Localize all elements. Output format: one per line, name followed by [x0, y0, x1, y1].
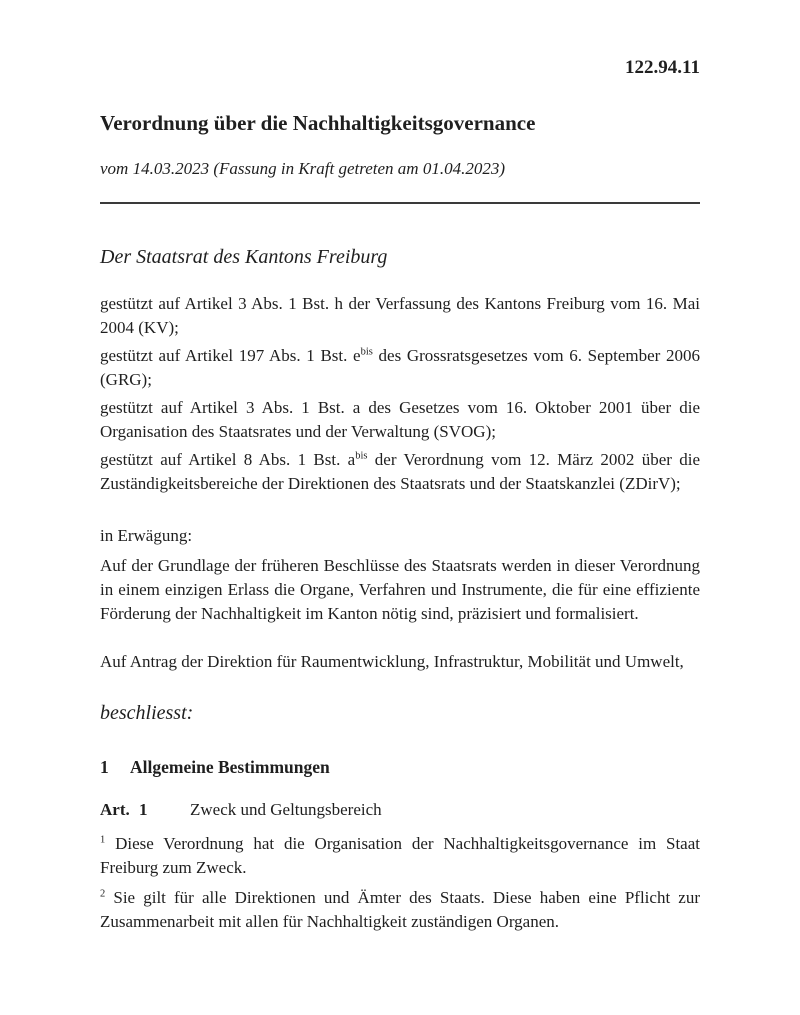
decree-label: beschliesst:	[100, 702, 194, 724]
consideration-paragraph: Auf der Grundlage der früheren Beschlüsse des Staatsrats werden in dieser Verordnung in einem einzigen Erlass die Organe, Verfahren und Instrumente, die für eine effiziente Förderung der Nachhaltigkeit im Kanton nötig sind, präzisiert und formalisiert.	[100, 556, 700, 623]
article-paragraph	[100, 886, 700, 934]
motion-paragraph: Auf Antrag der Direktion für Raumentwicklung, Infrastruktur, Mobilität und Umwelt,	[100, 652, 684, 671]
section-heading	[100, 756, 700, 778]
recital-text: gestützt auf Artikel 3 Abs. 1 Bst. h der Verfassung des Kantons Freiburg vom 16. Mai 2004 (KV);	[100, 294, 700, 337]
recital-paragraph	[100, 292, 700, 340]
consideration-label: in Erwägung:	[100, 526, 193, 545]
recital-text: gestützt auf Artikel 3 Abs. 1 Bst. a des Gesetzes vom 16. Oktober 2001 über die Organisation des Staatsrates und der Verwaltung (SVOG);	[100, 398, 700, 441]
article-title: Zweck und Geltungsbereich	[190, 800, 382, 819]
recital-text: der Verordnung vom 12. März 2002 über die Zuständigkeitsbereiche der Direktionen des Staatsrats und der Staatskanzlei (ZDirV);	[100, 450, 700, 493]
recital-text: gestützt auf Artikel 8 Abs. 1 Bst. a	[100, 450, 356, 469]
recitals-block	[100, 292, 700, 496]
paragraph-text: Diese Verordnung hat die Organisation der Nachhaltigkeitsgovernance im Staat Freiburg zum Zweck.	[100, 834, 701, 877]
paragraph-text: Sie gilt für alle Direktionen und Ämter des Staats. Diese haben eine Pflicht zur Zusammenarbeit mit allen für Nachhaltigkeit zuständigen Organen.	[100, 888, 701, 931]
section-number: 1	[100, 757, 109, 777]
article-label: Art. 1	[100, 800, 148, 819]
date-line: vom 14.03.2023 (Fassung in Kraft getreten am 01.04.2023)	[100, 159, 505, 178]
recital-paragraph	[100, 396, 700, 444]
superscript-bis: bis	[360, 346, 373, 358]
section-title: Allgemeine Bestimmungen	[130, 757, 330, 777]
article-heading	[100, 798, 700, 822]
preamble-heading: Der Staatsrat des Kantons Freiburg	[100, 246, 388, 268]
paragraph-number: 1	[100, 834, 106, 846]
recital-text: des Grossratsgesetzes vom 6. September 2006 (GRG);	[100, 346, 700, 389]
recital-paragraph	[100, 448, 700, 496]
divider-rule	[100, 202, 700, 204]
recital-paragraph	[100, 344, 700, 392]
recital-text: gestützt auf Artikel 197 Abs. 1 Bst. e	[100, 346, 361, 365]
document-title: Verordnung über die Nachhaltigkeitsgovernance	[100, 111, 536, 135]
reference-number: 122.94.11	[625, 57, 700, 78]
superscript-bis: bis	[355, 450, 368, 462]
article-paragraph	[100, 832, 700, 880]
paragraph-number: 2	[100, 888, 106, 900]
